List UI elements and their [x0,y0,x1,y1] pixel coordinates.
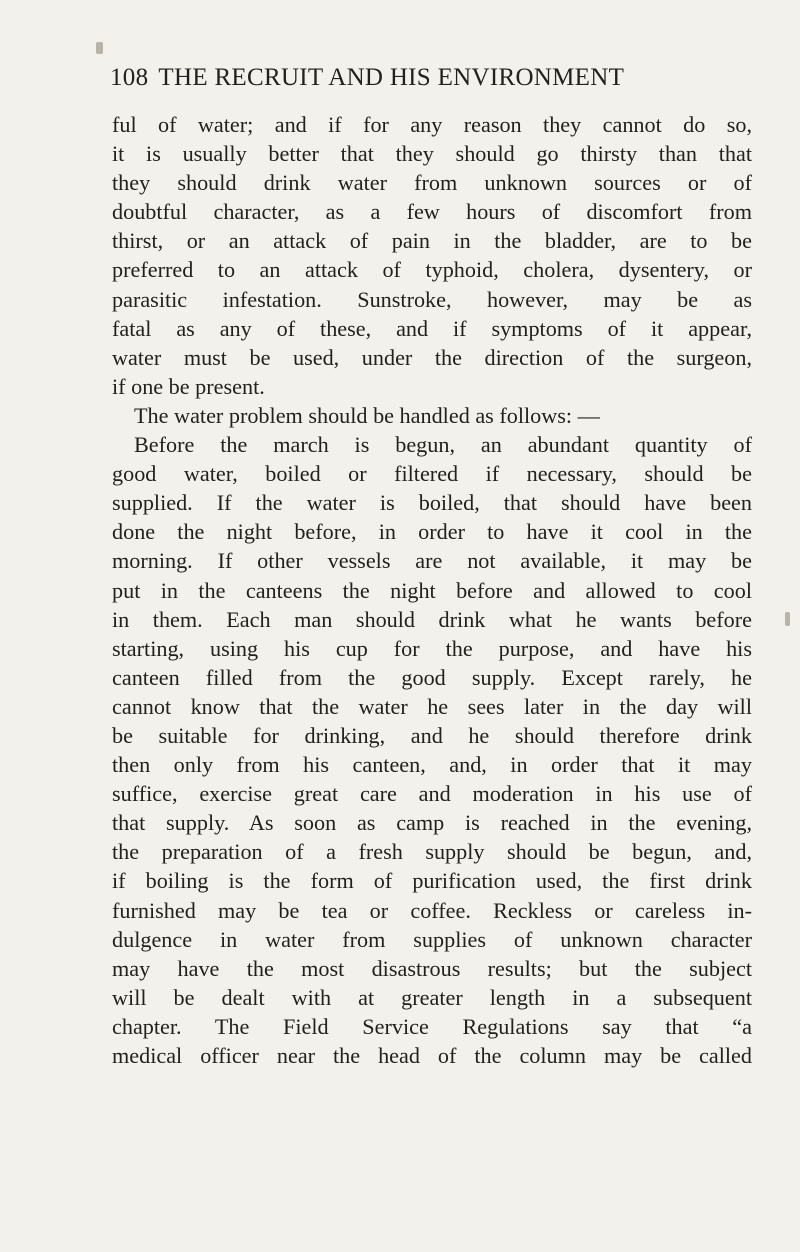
text-line: parasitic infestation. Sunstroke, however, may be as [112,286,752,312]
text-line: it is usually better that they should go thirsty than that [112,141,752,167]
text-line: they should drink water from unknown sources or of [112,170,752,196]
text-line: in them. Each man should drink what he wants before [112,606,752,632]
page-number: 108 [110,64,149,91]
text-line: water must be used, under the direction of the surgeon, [112,344,752,370]
text-line: medical officer near the head of the column may be called [112,1043,752,1068]
text-line: preferred to an attack of typhoid, cholera, dysentery, or [112,257,752,283]
text-line: dulgence in water from supplies of unknown character [112,926,752,952]
text-line: morning. If other vessels are not available, it may be [112,548,752,574]
body-text [112,110,752,1070]
text-line: ful of water; and if for any reason they cannot do so, [112,112,752,137]
text-line: Before the march is begun, an abundant quantity of [134,432,752,458]
running-title: THE RECRUIT AND HIS ENVIRONMENT [158,64,625,91]
text-line: doubtful character, as a few hours of discomfort from [112,199,752,225]
text-line: if one be present. [112,373,265,399]
text-line: canteen filled from the good supply. Except rarely, he [112,664,752,690]
text-line: starting, using his cup for the purpose, and have his [112,635,752,661]
text-line: fatal as any of these, and if symptoms of it appear, [112,315,752,341]
text-line: good water, boiled or filtered if necessary, should be [112,461,752,487]
text-line: furnished may be tea or coffee. Reckless or careless in- [112,897,752,923]
text-line: if boiling is the form of purification used, the first drink [112,868,752,894]
text-line: put in the canteens the night before and allowed to cool [112,577,752,603]
text-line: then only from his canteen, and, in order that it may [112,752,752,778]
text-line: be suitable for drinking, and he should therefore drink [112,722,752,748]
text-line: will be dealt with at greater length in a subsequent [112,984,752,1010]
text-line: that supply. As soon as camp is reached in the evening, [112,810,752,836]
text-line: chapter. The Field Service Regulations say that “a [112,1013,752,1039]
running-header [110,64,750,92]
margin-blemish [785,612,790,626]
text-line: suffice, exercise great care and moderation in his use of [112,781,752,807]
text-line: may have the most disastrous results; but the subject [112,955,752,981]
text-line: done the night before, in order to have it cool in the [112,519,752,545]
text-line: supplied. If the water is boiled, that should have been [112,490,752,516]
margin-blemish [96,42,103,54]
text-line: The water problem should be handled as follows: — [134,402,600,428]
text-line: the preparation of a fresh supply should be begun, and, [112,839,752,865]
text-line: cannot know that the water he sees later in the day will [112,693,752,719]
text-line: thirst, or an attack of pain in the bladder, are to be [112,228,752,254]
